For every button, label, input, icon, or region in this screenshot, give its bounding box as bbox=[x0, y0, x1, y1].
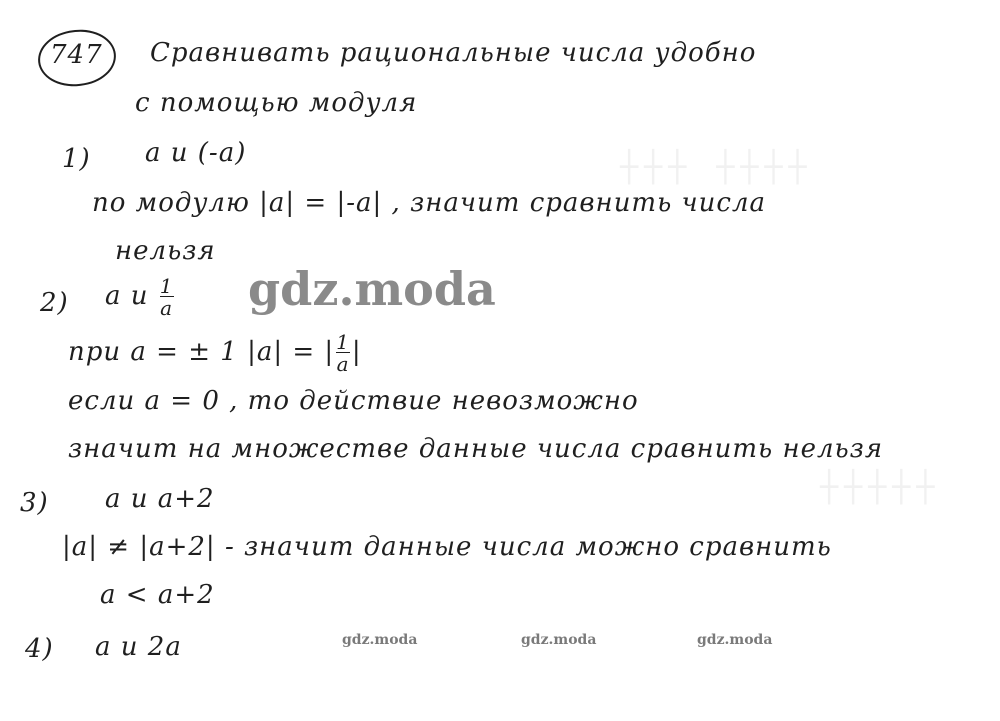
item-1-marker: 1) bbox=[62, 144, 91, 174]
item-2-line-1-suffix: | bbox=[351, 337, 362, 367]
item-3-line-1: |a| ≠ |a+2| - значит данные числа можно сравнить bbox=[62, 532, 832, 562]
item-2-line-3: значит на множестве данные числа сравнить нельзя bbox=[68, 434, 884, 464]
item-1-pair: a и (-a) bbox=[145, 138, 247, 168]
item-2-fraction bbox=[160, 276, 174, 318]
watermark-logo: gdz.moda bbox=[248, 262, 496, 316]
item-2-pair bbox=[105, 276, 176, 318]
item-2-marker: 2) bbox=[40, 288, 69, 318]
fraction-numerator: 1 bbox=[336, 330, 350, 354]
item-3-pair: a и a+2 bbox=[105, 484, 215, 514]
item-1-line-1: по модулю |a| = |-a| , значит сравнить числа bbox=[92, 188, 767, 218]
item-2-line-1 bbox=[68, 332, 362, 374]
item-4-marker: 4) bbox=[25, 634, 54, 664]
item-2-line-2: если a = 0 , то действие невозможно bbox=[68, 386, 639, 416]
item-2-pair-prefix: a и bbox=[105, 281, 149, 311]
show-through-marks: ┼┼┼┼┼ bbox=[820, 470, 941, 505]
fraction-numerator: 1 bbox=[159, 274, 174, 298]
fraction-denominator: a bbox=[336, 352, 350, 376]
fraction-denominator: a bbox=[160, 296, 174, 320]
watermark-small-1: gdz.moda bbox=[342, 632, 418, 648]
item-4-pair: a и 2a bbox=[95, 632, 182, 662]
item-2-line-1-fraction bbox=[336, 332, 350, 374]
intro-line-1: Сравнивать рациональные числа удобно bbox=[150, 38, 757, 68]
item-2-line-1-prefix: при a = ± 1 |a| = | bbox=[68, 337, 335, 367]
item-3-line-2: a < a+2 bbox=[100, 580, 215, 610]
intro-line-2: с помощью модуля bbox=[135, 88, 418, 118]
watermark-small-2: gdz.moda bbox=[521, 632, 597, 648]
item-1-line-2: нельзя bbox=[115, 236, 216, 266]
watermark-small-3: gdz.moda bbox=[697, 632, 773, 648]
item-3-marker: 3) bbox=[20, 488, 49, 518]
show-through-marks: ┼┼┼ ┼┼┼┼ bbox=[620, 150, 813, 185]
problem-number: 747 bbox=[50, 40, 103, 70]
